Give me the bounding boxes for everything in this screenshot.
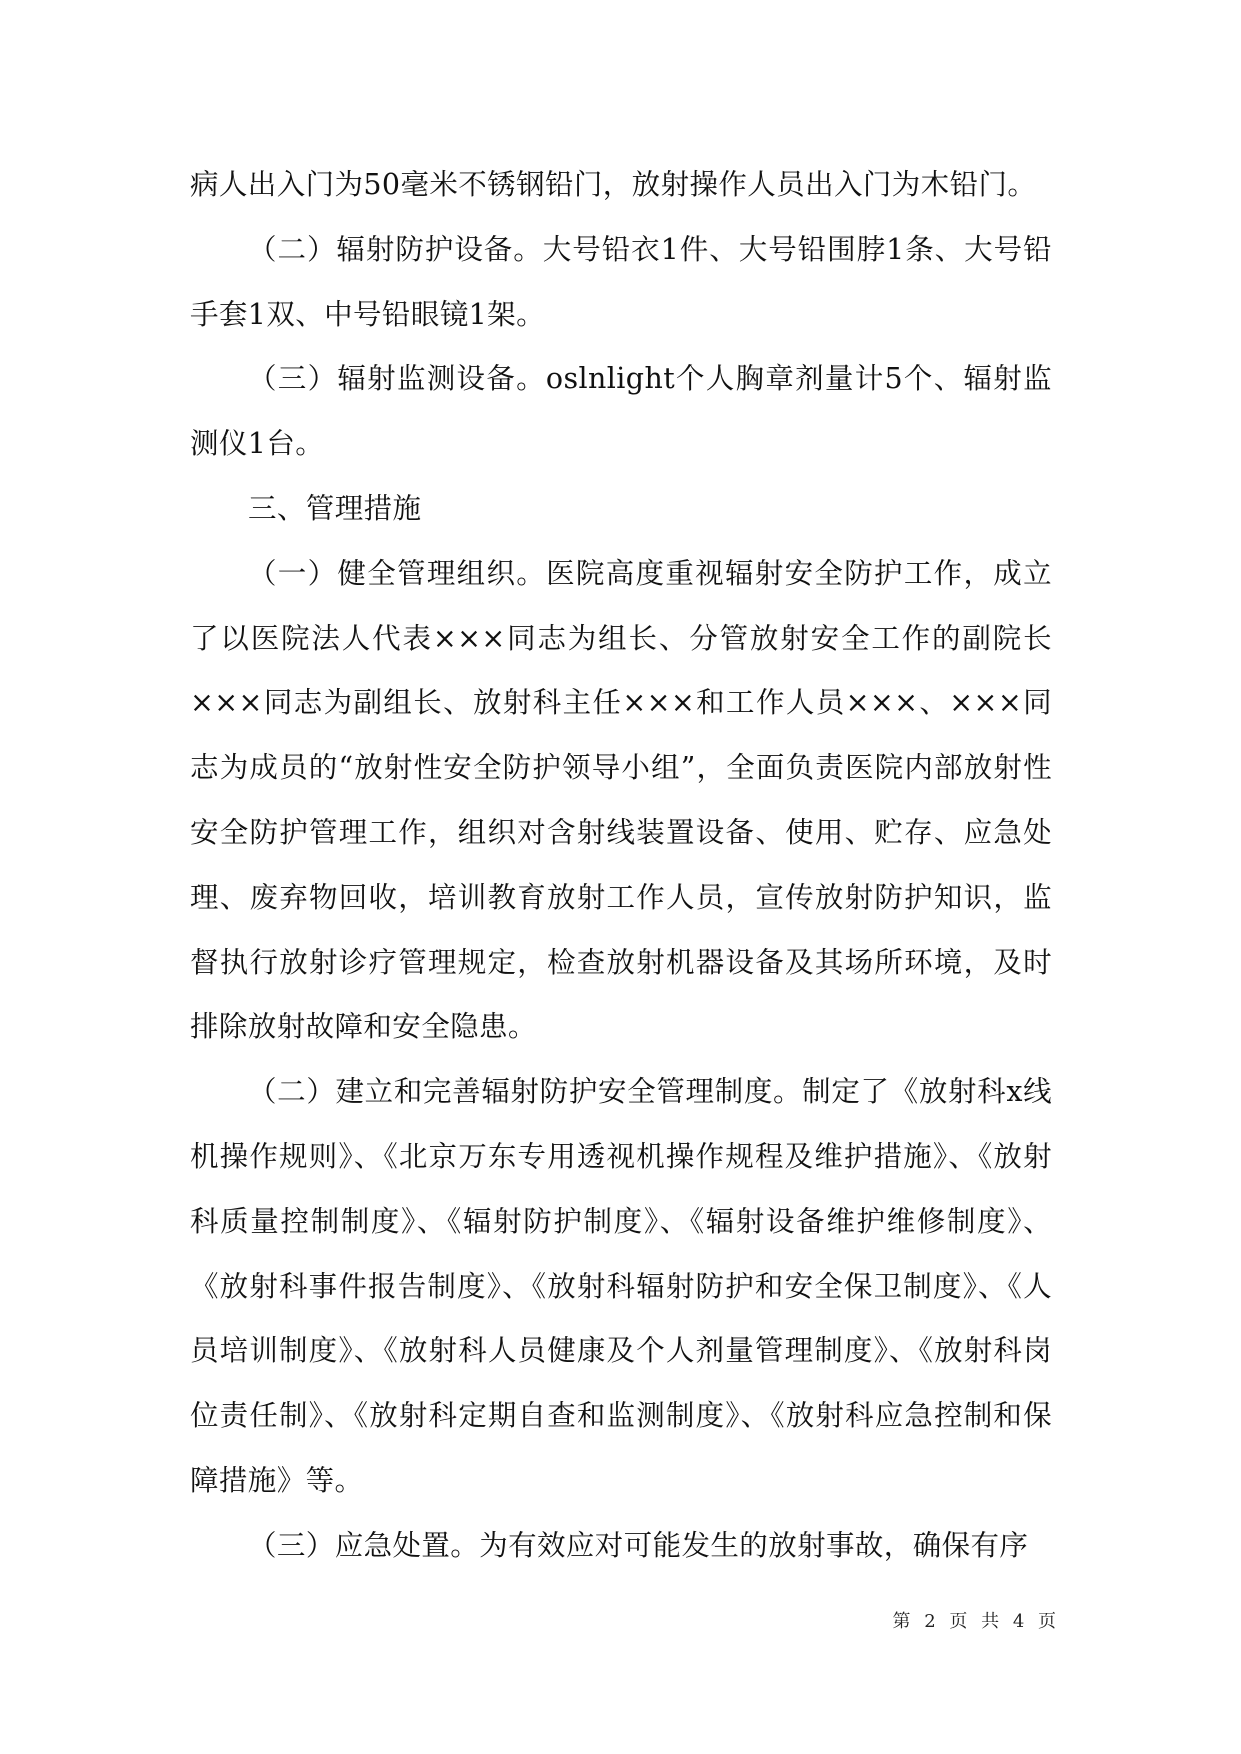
paragraph-management-rules: （二）建立和完善辐射防护安全管理制度。制定了《放射科x线机操作规则》、《北京万东专用透视机操作规程及维护措施》、《放射科质量控制制度》、《辐射防护制度》、《辐射设备维护维修制度》、《放射科事件报告制度》、《放射科辐射防护和安全保卫制度》、《人员培训制度》、《放射科人员健康及个人剂量管理制度》、《放射科岗位责任制》、《放射科定期自查和监测制度》、《放射科应急控制和保障措施》等。 — [190, 1075, 1052, 1497]
section-heading-management: 三、管理措施 — [248, 491, 422, 525]
paragraph-protection-equipment: （二）辐射防护设备。大号铅衣1件、大号铅围脖1条、大号铅手套1双、中号铅眼镜1架。 — [190, 232, 1052, 331]
paragraph-continuation: 病人出入门为50毫米不锈钢铅门，放射操作人员出入门为木铅门。 — [190, 168, 1037, 201]
paragraph-emergency-handling: （三）应急处置。为有效应对可能发生的放射事故，确保有序 — [248, 1528, 1029, 1562]
page-footer: 第 2 页 共 4 页 — [892, 1611, 1060, 1632]
document-body — [190, 153, 1052, 1579]
paragraph-monitoring-equipment: （三）辐射监测设备。oslnlight个人胸章剂量计5个、辐射监测仪1台。 — [190, 362, 1052, 461]
paragraph-management-organization: （一）健全管理组织。医院高度重视辐射安全防护工作，成立了以医院法人代表×××同志为组长、分管放射安全工作的副院长×××同志为副组长、放射科主任×××和工作人员×××、×××同志为成员的“放射性安全防护领导小组”，全面负责医院内部放射性安全防护管理工作，组织对含射线装置设备、使用、贮存、应急处理、废弃物回收，培训教育放射工作人员，宣传放射防护知识，监督执行放射诊疗管理规定，检查放射机器设备及其场所环境，及时排除放射故障和安全隐患。 — [190, 556, 1052, 1044]
